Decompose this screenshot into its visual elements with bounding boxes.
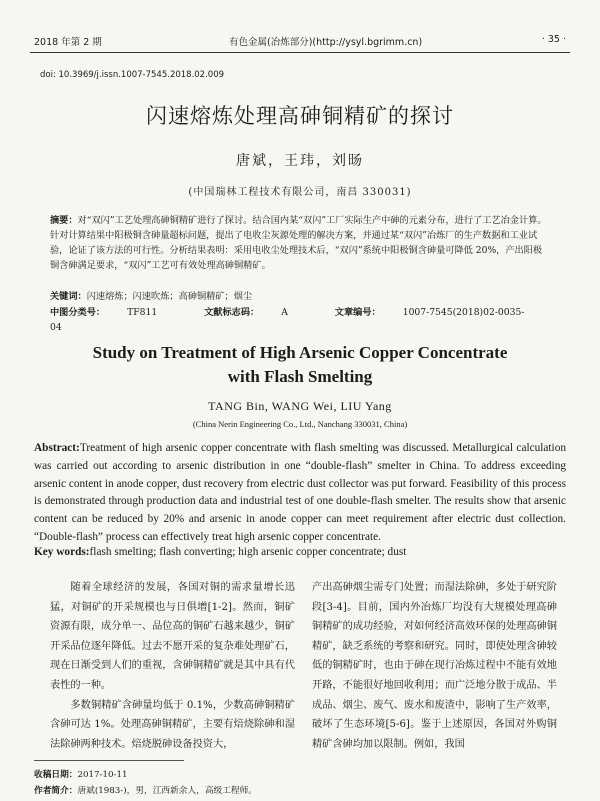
body-column-right [312, 578, 557, 754]
keywords-en-label: Key words: [34, 546, 90, 558]
title-english [0, 341, 600, 389]
page-number: · 35 · [541, 34, 566, 45]
journal-name: 有色金属(冶炼部分)(http://ysyl.bgrimm.cn) [229, 37, 423, 48]
authors-english: TANG Bin, WANG Wei, LIU Yang [208, 399, 392, 413]
abstract-en-label: Abstract: [34, 442, 80, 454]
abstract-chinese [50, 213, 550, 273]
document-code: 文献标志码： A [204, 307, 288, 318]
clc-number: 中图分类号： TF811 [50, 307, 158, 318]
keywords-en-text: flash smelting; flash converting; high arsenic copper concentrate; dust [89, 546, 407, 558]
abstract-cn-text: 对“双闪”工艺处理高砷铜精矿进行了探讨。结合国内某“双闪”工厂实际生产中砷的元素分布，进行了工艺冶金计算。针对计算结果中阳极铜含砷量超标问题，提出了电收尘灰源处理的解决方案，并通过某“双闪”冶炼厂的生产数据和工业试验，论证了该方法的可行性。分析结果表明：采用电收尘处理技术后，“双闪”系统中阳极铜含砷量可降低 20%，产出阳极铜含砷满足要求，“双闪”工艺可有效处理高砷铜精矿。 [50, 215, 547, 271]
running-header [34, 34, 566, 50]
title-en-line1: Study on Treatment of High Arsenic Copper Concentrate [92, 343, 508, 362]
footnote-rule [34, 760, 184, 761]
abstract-english [34, 440, 566, 547]
classification-line [50, 305, 550, 335]
paragraph: 产出高砷烟尘需专门处置；而湿法除砷，多处于研究阶段[3-4]。目前，国内外冶炼厂均没有大规模处理高砷铜精矿的成功经验，对如何经济高效环保的处理高砷铜精矿，缺乏系统的考察和研究。同时，即使处理含砷较低的铜精矿时，也由于砷在现行冶炼过程中不能有效地开路，不能很好地回收利用；而广泛地分散于成品、半成品、烟尘、废气、废水和废渣中，影响了生产效率，破坏了生态环境[5-6]。鉴于上述原因，各国对外购铜精矿含砷均加以限制。例如，我国 [312, 582, 557, 750]
footnote-author: 作者简介：唐斌(1983-)，男，江西新余人，高级工程师。 [34, 786, 257, 796]
doi: doi: 10.3969/j.issn.1007-7545.2018.02.009 [40, 70, 225, 80]
title-en-line2: with Flash Smelting [227, 367, 373, 386]
abstract-en-text: Treatment of high arsenic copper concentrate with flash smelting was discussed. Metallurgical calculation was carried out according to arsenic distribution in one “double-flash” smelter in China. To address exceeding arsenic content in anode copper, dust recovery from electric dust collector was put forward. Feasibility of this process is demonstrated through production data and industrial test of one double-flash smelter. The results show that arsenic content can be reduced by 20% and arsenic in anode copper can meet requirement after electric dust collection. “Double-flash” process can effectively treat high arsenic copper concentrate. [34, 442, 566, 543]
paragraph: 多数铜精矿含砷量均低于 0.1%，少数高砷铜精矿含砷可达 1%。处理高砷铜精矿，主要有焙烧除砷和湿法除砷两种技术。焙烧脱砷设备投资大， [50, 699, 295, 750]
title-chinese: 闪速熔炼处理高砷铜精矿的探讨 [146, 104, 454, 128]
affiliation-english: (China Nerin Engineering Co., Ltd., Nanchang 330031, China) [192, 419, 408, 429]
keywords-chinese [50, 289, 550, 304]
header-rule [30, 52, 570, 53]
keywords-cn-label: 关键词： [50, 291, 87, 302]
body-column-left [50, 578, 295, 754]
abstract-cn-label: 摘要： [50, 215, 78, 226]
keywords-cn-text: 闪速熔炼；闪速吹炼；高砷铜精矿；烟尘 [86, 291, 253, 302]
article-number: 文章编号： 1007-7545(2018)02-0035-04 [50, 307, 525, 333]
paragraph: 随着全球经济的发展，各国对铜的需求量增长迅猛，对铜矿的开采规模也与日俱增[1-2]。然而，铜矿资源有限，成分单一、品位高的铜矿石越来越少，铜矿开采品位逐年降低。过去不愿开采的复杂难处理矿石，现在日渐受到人们的重视，含砷铜精矿就是其中具有代表性的一种。 [50, 582, 295, 691]
issue-label: 2018 年第 2 期 [34, 37, 102, 48]
affiliation-chinese: (中国瑞林工程技术有限公司，南昌 330031) [188, 187, 412, 198]
authors-chinese: 唐斌，王玮，刘旸 [236, 153, 364, 169]
footnote-received: 收稿日期：2017-10-11 [34, 770, 128, 780]
keywords-english [34, 544, 566, 562]
